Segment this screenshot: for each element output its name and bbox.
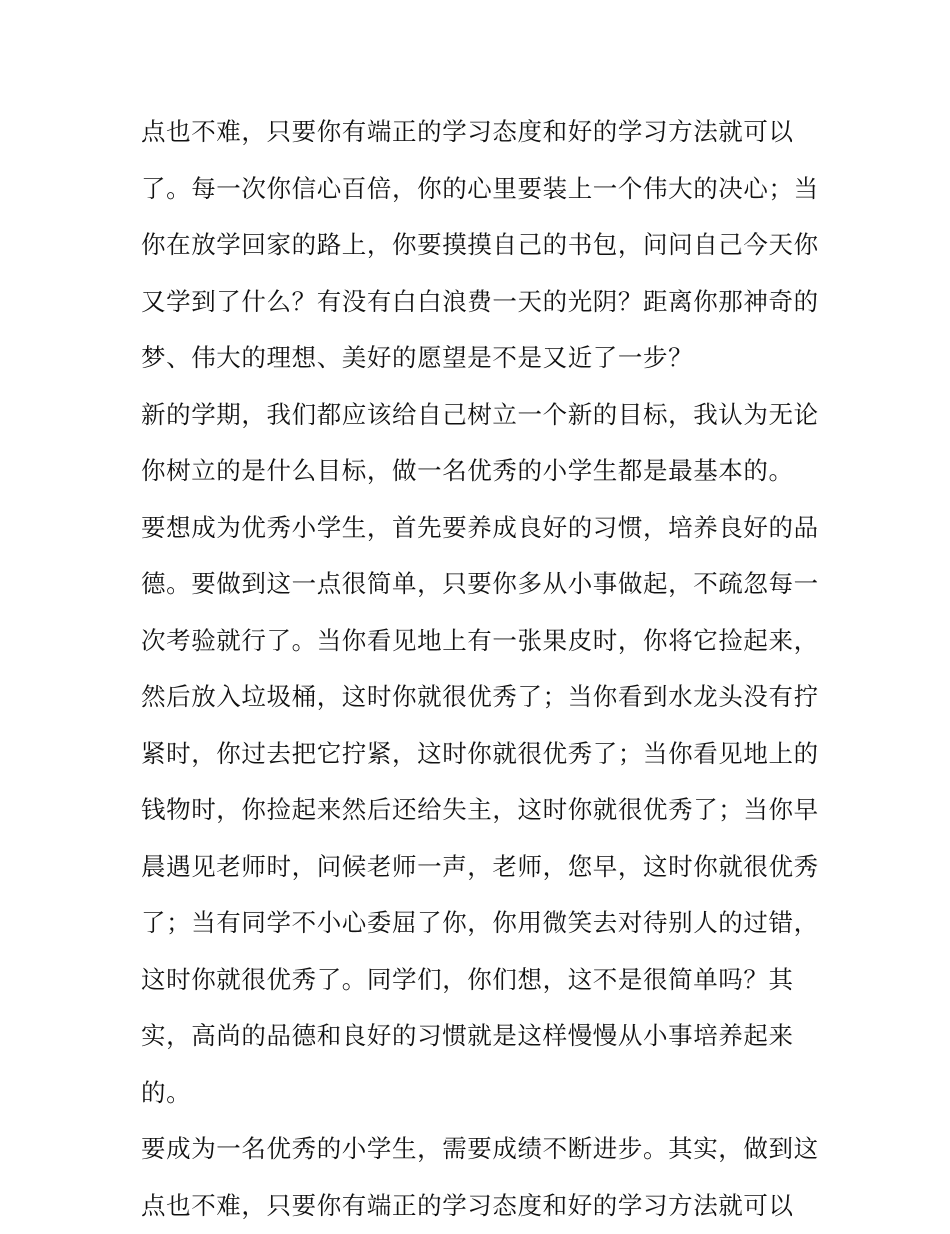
text-line: 这时你就很优秀了。同学们，你们想，这不是很简单吗？其 bbox=[141, 952, 821, 1009]
body-text bbox=[141, 104, 821, 1234]
text-line: 梦、伟大的理想、美好的愿望是不是又近了一步？ bbox=[141, 330, 821, 387]
text-line: 你树立的是什么目标，做一名优秀的小学生都是最基本的。 bbox=[141, 443, 821, 500]
text-line: 点也不难，只要你有端正的学习态度和好的学习方法就可以 bbox=[141, 104, 821, 161]
text-line: 你在放学回家的路上，你要摸摸自己的书包，问问自己今天你 bbox=[141, 217, 821, 274]
text-line: 要想成为优秀小学生，首先要养成良好的习惯，培养良好的品 bbox=[141, 500, 821, 557]
text-line: 要成为一名优秀的小学生，需要成绩不断进步。其实，做到这 bbox=[141, 1121, 821, 1178]
text-line: 紧时，你过去把它拧紧，这时你就很优秀了；当你看见地上的 bbox=[141, 726, 821, 783]
text-line: 了。每一次你信心百倍，你的心里要装上一个伟大的决心；当 bbox=[141, 161, 821, 218]
text-line: 次考验就行了。当你看见地上有一张果皮时，你将它捡起来， bbox=[141, 613, 821, 670]
text-line: 钱物时，你捡起来然后还给失主，这时你就很优秀了；当你早 bbox=[141, 782, 821, 839]
text-line: 了；当有同学不小心委屈了你，你用微笑去对待别人的过错， bbox=[141, 895, 821, 952]
text-line: 新的学期，我们都应该给自己树立一个新的目标，我认为无论 bbox=[141, 387, 821, 444]
text-line: 的。 bbox=[141, 1065, 821, 1122]
text-line: 德。要做到这一点很简单，只要你多从小事做起，不疏忽每一 bbox=[141, 556, 821, 613]
text-line: 点也不难，只要你有端正的学习态度和好的学习方法就可以 bbox=[141, 1178, 821, 1234]
text-line: 晨遇见老师时，问候老师一声，老师，您早，这时你就很优秀 bbox=[141, 839, 821, 896]
text-line: 实，高尚的品德和良好的习惯就是这样慢慢从小事培养起来 bbox=[141, 1008, 821, 1065]
text-line: 然后放入垃圾桶，这时你就很优秀了；当你看到水龙头没有拧 bbox=[141, 669, 821, 726]
text-line: 又学到了什么？有没有白白浪费一天的光阴？距离你那神奇的 bbox=[141, 274, 821, 331]
